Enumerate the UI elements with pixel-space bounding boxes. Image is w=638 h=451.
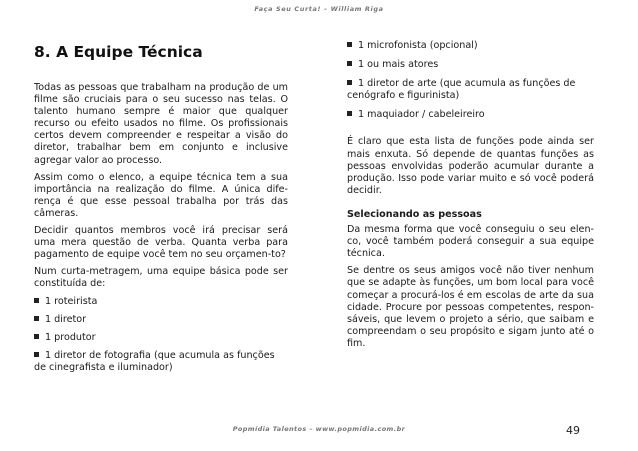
- paragraph: Da mesma forma que você conseguiu o seu elen-co, você também poderá conseguir a sua equipe técnica.: [347, 224, 594, 260]
- crew-list: [347, 40, 594, 121]
- paragraph: Num curta-metragem, uma equipe básica pode ser constituída de:: [34, 266, 288, 290]
- paragraph: Decidir quantos membros você irá precisar será uma mera questão de verba. Quanta verba para pagamento de equipe você tem no seu orçamen-to?: [34, 225, 288, 261]
- paragraph: Assim como o elenco, a equipe técnica tem a sua importância na realização do filme. A única dife-rença é que esse pessoal trabalha por trás das câmeras.: [34, 171, 288, 219]
- crew-list-item: 1 produtor: [34, 332, 288, 344]
- crew-list-item: 1 diretor de arte (que acumula as funções de cenógrafo e figurinista): [347, 78, 594, 102]
- paragraph: Todas as pessoas que trabalham na produção de um filme são cruciais para o seu sucesso nas telas. O talento humano sempre é maior que qualquer recurso ou efeito usados no filme. Os profissionais certos devem compreender e respeitar a visão do diretor, trabalhar bem em conjunto e inclusive agregar valor ao processo.: [34, 82, 288, 166]
- crew-list-item: 1 diretor de fotografia (que acumula as funções de cinegrafista e iluminador): [34, 350, 288, 374]
- left-column: [34, 40, 288, 380]
- page-number: 49: [566, 424, 580, 437]
- crew-list-item: 1 ou mais atores: [347, 59, 594, 71]
- crew-list-item: 1 diretor: [34, 314, 288, 326]
- footer-credit: Popmídia Talentos – www.popmidia.com.br: [232, 425, 406, 433]
- crew-list-item: 1 maquiador / cabeleireiro: [347, 109, 594, 121]
- section-heading: Selecionando as pessoas: [347, 208, 482, 220]
- chapter-title: 8. A Equipe Técnica: [34, 43, 203, 61]
- right-column: [347, 40, 594, 355]
- crew-list-item: 1 microfonista (opcional): [347, 40, 594, 52]
- crew-list-item: 1 roteirista: [34, 296, 288, 308]
- running-header: Faça Seu Curta! – William Riga: [254, 5, 384, 13]
- paragraph: É claro que esta lista de funções pode ainda ser mais enxuta. Só depende de quantas funções as pessoas envolvidas poderão acumular durante a produção. Isso pode variar muito e só você poderá decidir.: [347, 136, 594, 196]
- paragraph: Se dentre os seus amigos você não tiver nenhum que se adapte às funções, um bom local para você começar a procurá-los é em escolas de arte da sua cidade. Procure por pessoas competentes, respon-sáveis, que levem o projeto a sério, que saibam e compreendam o seu propósito e sigam junto até o fim.: [347, 265, 594, 349]
